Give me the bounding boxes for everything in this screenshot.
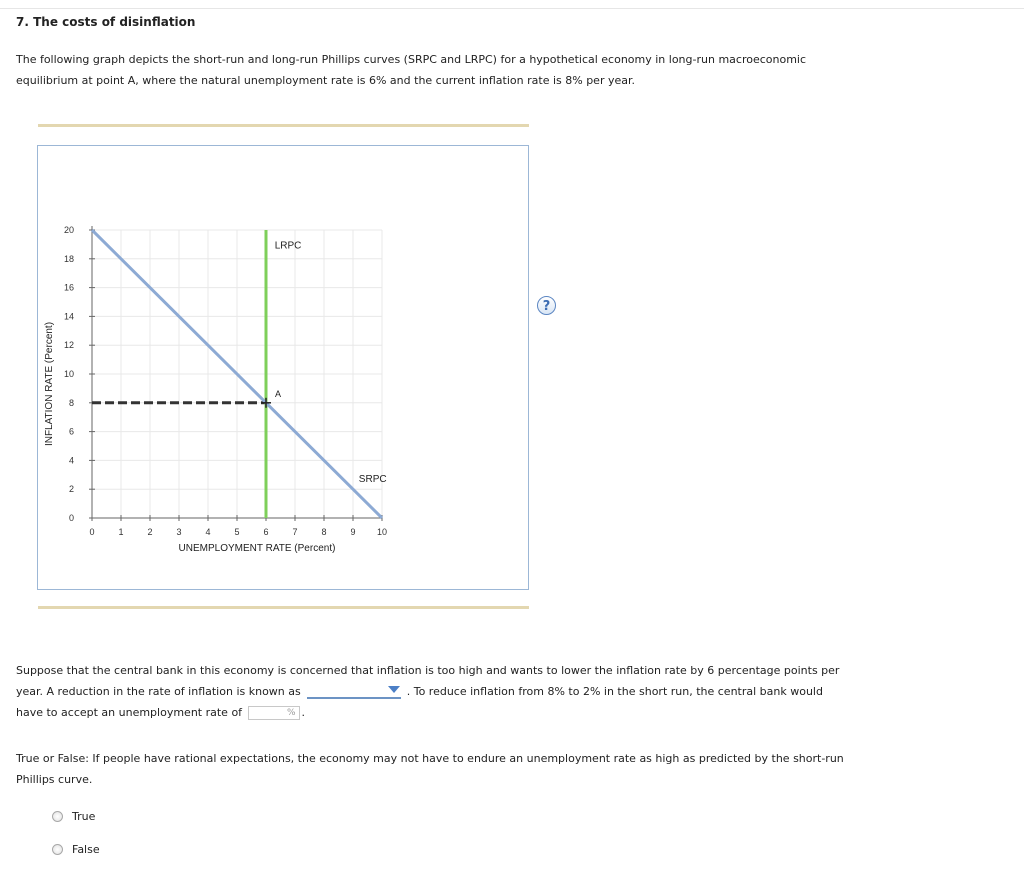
x-tick-label-2: 2: [147, 527, 153, 537]
option-false[interactable]: [52, 843, 100, 856]
y-tick-label-8: 8: [68, 397, 74, 408]
y-tick-label-14: 14: [63, 311, 74, 322]
radio-false[interactable]: [52, 844, 63, 855]
y-tick-label-6: 6: [68, 426, 74, 437]
lrpc-label: LRPC: [274, 240, 302, 252]
srpc-label: SRPC: [358, 474, 387, 485]
help-icon[interactable]: ?: [537, 296, 556, 315]
y-tick-label-12: 12: [63, 340, 74, 351]
x-tick-label-7: 7: [292, 527, 298, 537]
y-axis-label: INFLATION RATE (Percent): [44, 321, 55, 447]
disinflation-dropdown[interactable]: [307, 683, 401, 699]
part2-question: True or False: If people have rational expectations, the economy may not have to endure an unemployment rate as high as predicted by the short-run Phillips curve.: [16, 752, 844, 786]
x-tick-label-4: 4: [205, 527, 211, 537]
x-axis-label: UNEMPLOYMENT RATE (Percent): [178, 543, 336, 554]
top-divider: [0, 8, 1024, 9]
graph-top-rule: [38, 124, 529, 127]
x-tick-label-6: 6: [263, 527, 269, 537]
x-tick-label-1: 1: [118, 527, 124, 537]
x-tick-label-9: 9: [350, 527, 356, 537]
option-true-label: True: [72, 810, 96, 823]
y-tick-label-0: 0: [68, 513, 74, 523]
y-tick-label-16: 16: [63, 282, 74, 293]
y-tick-label-18: 18: [63, 253, 74, 264]
part1-text-1: Suppose that the central bank in this economy is concerned that inflation is too high and wants to lower the inflation rate by 6 percentage points per year. A reduction in the rate of inflation is known as: [16, 664, 840, 698]
y-tick-label-2: 2: [68, 484, 74, 495]
graph-panel: [37, 145, 551, 590]
part1-text-2: . To reduce inflation from 8% to 2% in the short run, the central bank would have to accept an unemployment rate of: [16, 685, 823, 719]
x-tick-label-10: 10: [376, 527, 388, 537]
unemployment-rate-input[interactable]: [248, 706, 300, 720]
y-tick-label-10: 10: [63, 369, 74, 379]
dropdown-caret-icon[interactable]: [388, 686, 400, 693]
part1-text-3: .: [301, 706, 306, 719]
x-tick-label-8: 8: [321, 527, 327, 537]
y-tick-label-4: 4: [68, 455, 74, 466]
option-false-label: False: [72, 843, 100, 856]
part1-paragraph: [16, 660, 846, 723]
percent-sign: %: [286, 708, 296, 718]
graph-bottom-rule: [38, 606, 529, 609]
x-tick-label-0: 0: [89, 527, 95, 537]
x-tick-label-3: 3: [176, 527, 182, 537]
radio-true[interactable]: [52, 811, 63, 822]
question-intro: The following graph depicts the short-run and long-run Phillips curves (SRPC and LRPC) for a hypothetical economy in long-run macroeconomic equilibrium at point A, where the natural unemployment rate is 6% and the current inflation rate is 8% per year.: [16, 53, 807, 87]
x-tick-label-5: 5: [234, 527, 240, 537]
point-a-label: A: [275, 388, 282, 399]
option-true[interactable]: [52, 810, 95, 823]
y-tick-label-20: 20: [63, 225, 74, 235]
phillips-curve-chart: [38, 146, 528, 589]
question-title: 7. The costs of disinflation: [16, 15, 196, 29]
